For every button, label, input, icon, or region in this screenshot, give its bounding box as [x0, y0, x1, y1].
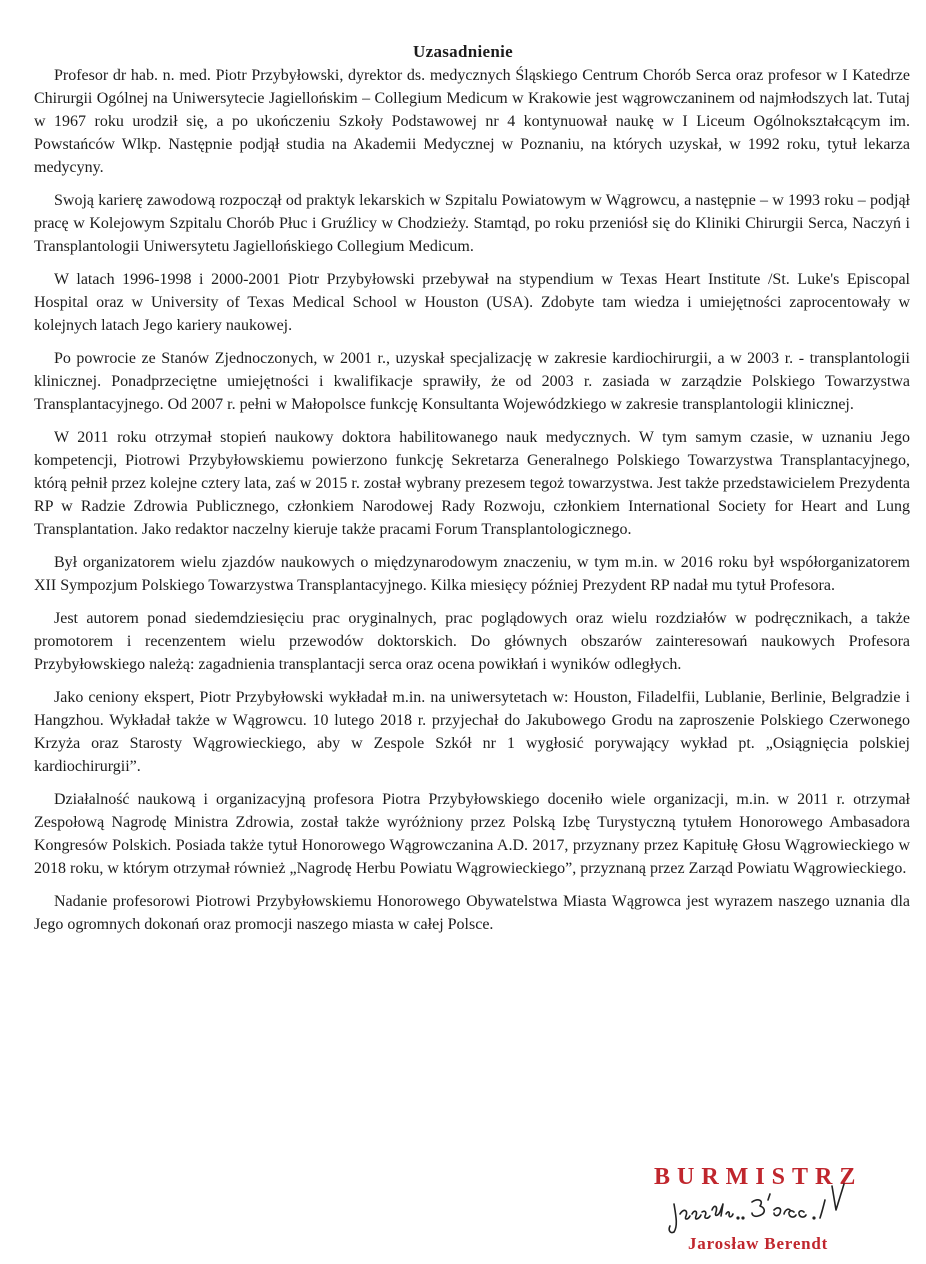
- handwritten-signature: [664, 1174, 894, 1236]
- paragraph-1: Profesor dr hab. n. med. Piotr Przybyłowski, dyrektor ds. medycznych Śląskiego Centrum Chorób Serca oraz profesor w I Katedrze Chirurgii Ogólnej na Uniwersytecie Jagiellońskim – Collegium Medicum w Krakowie jest wągrowczaninem od najmłodszych lat. Tutaj w 1967 roku urodził się, a po ukończeniu Szkoły Podstawowej nr 4 kontynuował naukę w I Liceum Ogólnokształcącym im. Powstańców Wlkp. Następnie podjął studia na Akademii Medycznej w Poznaniu, na których uzyskał, w 1992 roku, tytuł lekarza medycyny.: [34, 67, 910, 176]
- mayor-stamp: [640, 1158, 910, 1258]
- stamp-name: Jarosław Berendt: [688, 1234, 829, 1253]
- paragraph-8: Jako ceniony ekspert, Piotr Przybyłowski wykładał m.in. na uniwersytetach w: Houston, Filadelfii, Lublanie, Berlinie, Belgradzie i Hangzhou. Wykładał także w Wągrowcu. 10 lutego 2018 r. przyjechał do Jakubowego Grodu na zaproszenie Polskiego Czerwonego Krzyża oraz Starosty Wągrowieckiego, aby w Zespole Szkół nr 1 wygłosić porywający wykład pt. „Osiągnięcia polskiej kardiochirurgii”.: [34, 689, 910, 775]
- document-body: [34, 64, 910, 946]
- paragraph-5: W 2011 roku otrzymał stopień naukowy doktora habilitowanego nauk medycznych. W tym samym czasie, w uznaniu Jego kompetencji, Piotrowi Przybyłowskiemu powierzono funkcję Sekretarza Generalnego Polskiego Towarzystwa Transplantacyjnego, którą pełnił przez kolejne cztery lata, zaś w 2015 r. został wybrany prezesem tegoż towarzystwa. Jest także przedstawicielem Prezydenta RP w Radzie Zdrowia Publicznego, członkiem Narodowej Rady Rozwoju, członkiem International Society for Heart and Lung Transplantation. Jako redaktor naczelny kieruje także pracami Forum Transplantologicznego.: [34, 429, 910, 538]
- stamp-title: BURMISTRZ: [654, 1164, 863, 1190]
- paragraph-3: W latach 1996-1998 i 2000-2001 Piotr Przybyłowski przebywał na stypendium w Texas Heart Institute /St. Luke's Episcopal Hospital oraz w University of Texas Medical School w Houston (USA). Zdobyte tam wiedza i umiejętności zaprocentowały w kolejnych latach Jego kariery naukowej.: [34, 271, 910, 334]
- paragraph-6: Był organizatorem wielu zjazdów naukowych o międzynarodowym znaczeniu, w tym m.in. w 2016 roku był współorganizatorem XII Sympozjum Polskiego Towarzystwa Transplantacyjnego. Kilka miesięcy później Prezydent RP nadał mu tytuł Profesora.: [34, 554, 910, 594]
- paragraph-7: Jest autorem ponad siedemdziesięciu prac oryginalnych, prac poglądowych oraz wielu rozdziałów w podręcznikach, a także promotorem i recenzentem wielu przewodów doktorskich. Do głównych obszarów zainteresowań naukowych Profesora Przybyłowskiego należą: zagadnienia transplantacji serca oraz ocena powikłań i wyników odległych.: [34, 610, 910, 673]
- paragraph-4: Po powrocie ze Stanów Zjednoczonych, w 2001 r., uzyskał specjalizację w zakresie kardiochirurgii, a w 2003 r. - transplantologii klinicznej. Ponadprzeciętne umiejętności i kwalifikacje sprawiły, że od 2003 r. zasiada w zarządzie Polskiego Towarzystwa Transplantacyjnego. Od 2007 r. pełni w Małopolsce funkcję Konsultanta Wojewódzkiego w zakresie transplantologii klinicznej.: [34, 350, 910, 413]
- paragraph-9: Działalność naukową i organizacyjną profesora Piotra Przybyłowskiego doceniło wiele organizacji, m.in. w 2011 r. otrzymał Zespołową Nagrodę Ministra Zdrowia, został także wyróżniony przez Polską Izbę Turystyczną tytułem Honorowego Ambasadora Kongresów Polskich. Posiada także tytuł Honorowego Wągrowczanina A.D. 2017, przyznany przez Kapitułę Głosu Wągrowieckiego w 2018 roku, w którym otrzymał również „Nagrodę Herbu Powiatu Wągrowieckiego”, przyznaną przez Zarząd Powiatu Wągrowieckiego.: [34, 791, 910, 877]
- paragraph-2: Swoją karierę zawodową rozpoczął od praktyk lekarskich w Szpitalu Powiatowym w Wągrowcu, a następnie – w 1993 roku – podjął pracę w Kolejowym Szpitalu Chorób Płuc i Gruźlicy w Chodzieży. Stamtąd, po roku przeniósł się do Kliniki Chirurgii Serca, Naczyń i Transplantologii Uniwersytetu Jagiellońskiego Collegium Medicum.: [34, 192, 910, 255]
- document-title: Uzasadnienie: [413, 42, 513, 61]
- paragraph-10: Nadanie profesorowi Piotrowi Przybyłowskiemu Honorowego Obywatelstwa Miasta Wągrowca jest wyrazem naszego uznania dla Jego ogromnych dokonań oraz promocji naszego miasta w całej Polsce.: [34, 893, 910, 933]
